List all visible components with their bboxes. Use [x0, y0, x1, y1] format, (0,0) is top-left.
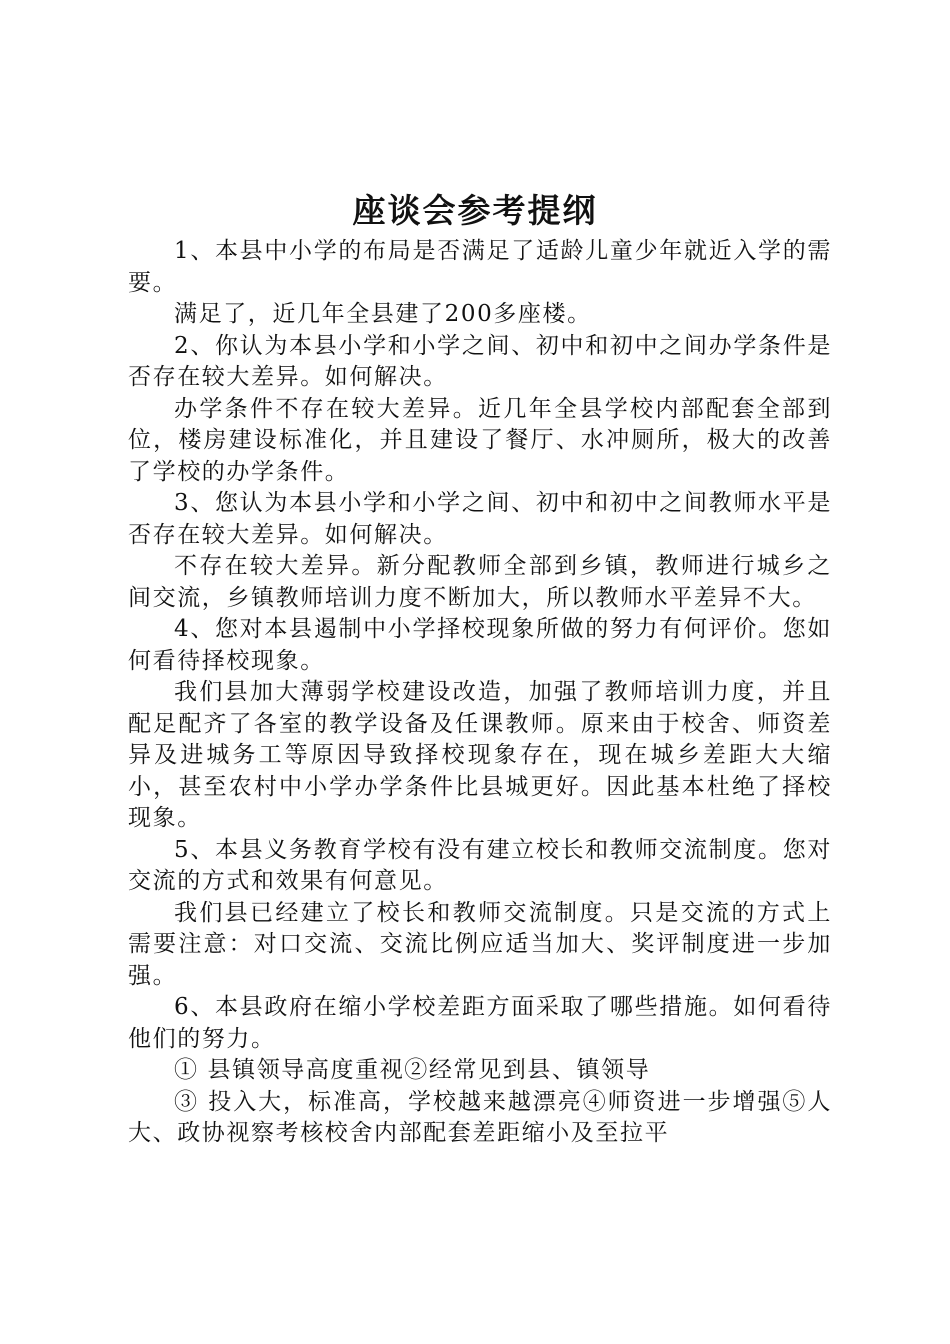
paragraph-q4: 4、您对本县遏制中小学择校现象所做的努力有何评价。您如何看待择校现象。 [128, 616, 832, 674]
paragraph-a1: 满足了，近几年全县建了200多座楼。 [174, 301, 592, 327]
document-body [128, 236, 832, 1150]
paragraph-a3: 不存在较大差异。新分配教师全部到乡镇，教师进行城乡之间交流，乡镇教师培训力度不断加大，所以教师水平差异不大。 [128, 553, 832, 611]
paragraph-q5: 5、本县义务教育学校有没有建立校长和教师交流制度。您对交流的方式和效果有何意见。 [128, 836, 832, 894]
paragraph-q1: 1、本县中小学的布局是否满足了适龄儿童少年就近入学的需要。 [128, 238, 832, 296]
paragraph-a4: 我们县加大薄弱学校建设改造，加强了教师培训力度，并且配足配齐了各室的教学设备及任课教师。原来由于校舍、师资差异及进城务工等原因导致择校现象存在，现在城乡差距大大缩小，甚至农村中小学办学条件比县城更好。因此基本杜绝了择校现象。 [128, 679, 832, 831]
paragraph-q3: 3、您认为本县小学和小学之间、初中和初中之间教师水平是否存在较大差异。如何解决。 [128, 490, 832, 548]
paragraph-a6-part2: ③ 投入大，标准高，学校越来越漂亮④师资进一步增强⑤人大、政协视察考核校舍内部配套差距缩小及至拉平 [128, 1088, 832, 1146]
paragraph-q6: 6、本县政府在缩小学校差距方面采取了哪些措施。如何看待他们的努力。 [128, 994, 832, 1052]
paragraph-a6-part1: ① 县镇领导高度重视②经常见到县、镇领导 [174, 1057, 651, 1083]
document-title: 座谈会参考提纲 [352, 191, 598, 230]
paragraph-a5: 我们县已经建立了校长和教师交流制度。只是交流的方式上需要注意：对口交流、交流比例应适当加大、奖评制度进一步加强。 [128, 899, 832, 989]
paragraph-q2: 2、你认为本县小学和小学之间、初中和初中之间办学条件是否存在较大差异。如何解决。 [128, 332, 832, 390]
paragraph-a2: 办学条件不存在较大差异。近几年全县学校内部配套全部到位，楼房建设标准化，并且建设了餐厅、水冲厕所，极大的改善了学校的办学条件。 [128, 395, 832, 485]
